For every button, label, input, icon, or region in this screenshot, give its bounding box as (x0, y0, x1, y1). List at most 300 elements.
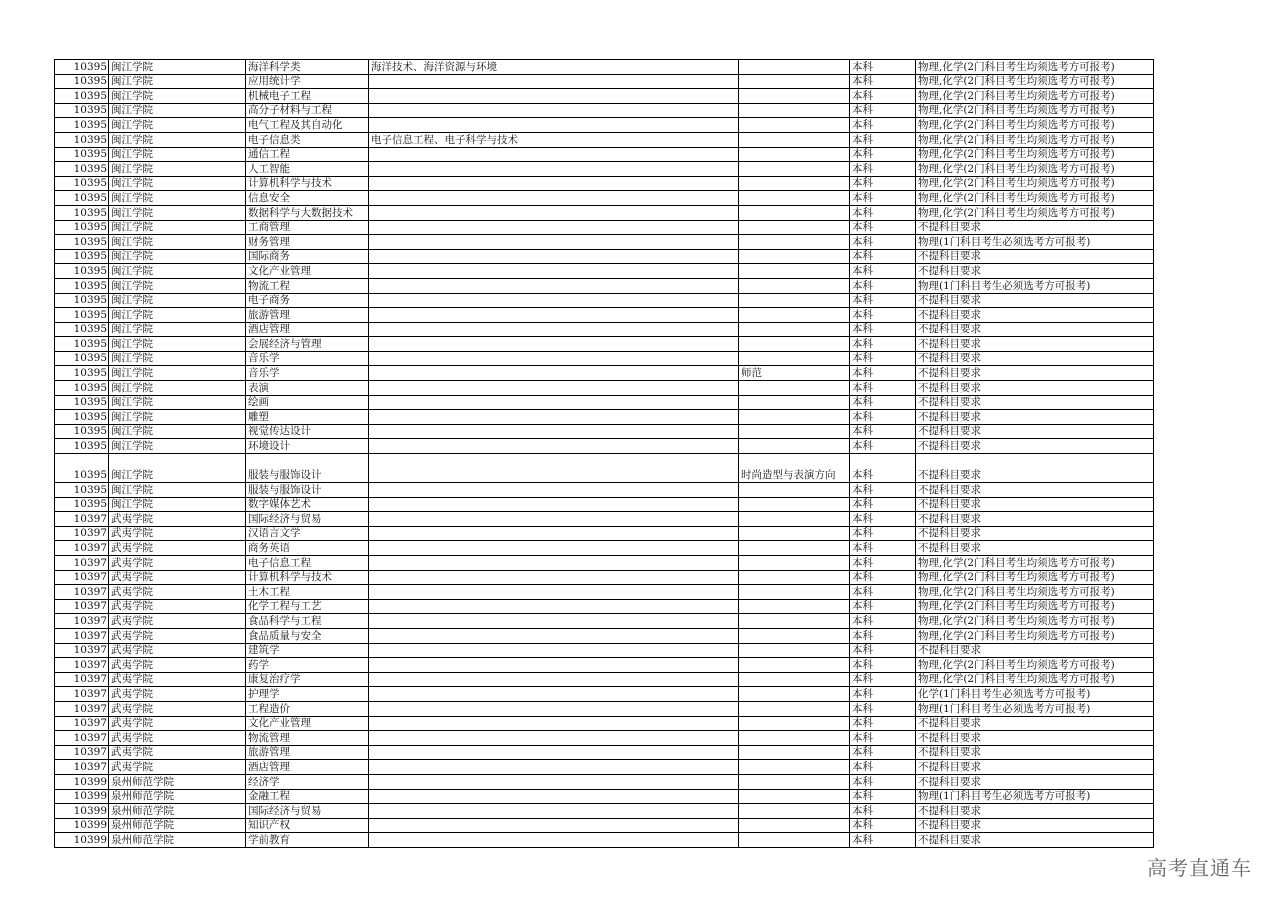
table-row (55, 512, 1154, 527)
note-cell (739, 191, 850, 206)
school-code-cell: 10395 (55, 497, 109, 512)
school-name-cell: 闽江学院 (109, 454, 246, 483)
subject-requirement-cell: 不提科目要求 (916, 760, 1154, 775)
table-row (55, 264, 1154, 279)
subject-requirement-cell: 物理(1门科目考生必须选考方可报考) (916, 278, 1154, 293)
major-cell: 环境设计 (246, 439, 369, 454)
subject-requirement-cell: 不提科目要求 (916, 351, 1154, 366)
note-cell (739, 410, 850, 425)
table-row (55, 366, 1154, 381)
table-row (55, 556, 1154, 571)
school-name-cell: 闽江学院 (109, 439, 246, 454)
note-cell (739, 308, 850, 323)
major-cell: 数据科学与大数据技术 (246, 205, 369, 220)
subject-requirement-cell: 不提科目要求 (916, 322, 1154, 337)
table-row (55, 381, 1154, 396)
major-cell: 工商管理 (246, 220, 369, 235)
includes-cell (369, 614, 739, 629)
school-code-cell: 10399 (55, 804, 109, 819)
subject-requirement-cell: 不提科目要求 (916, 833, 1154, 848)
level-cell: 本科 (850, 235, 916, 250)
table-row (55, 599, 1154, 614)
note-cell (739, 818, 850, 833)
major-cell: 汉语言文学 (246, 526, 369, 541)
school-code-cell: 10395 (55, 454, 109, 483)
subject-requirement-cell: 物理,化学(2门科目考生均须选考方可报考) (916, 60, 1154, 75)
level-cell: 本科 (850, 162, 916, 177)
table-row (55, 833, 1154, 848)
requirements-table (54, 59, 1154, 848)
school-name-cell: 武夷学院 (109, 526, 246, 541)
includes-cell (369, 410, 739, 425)
school-name-cell: 闽江学院 (109, 191, 246, 206)
school-name-cell: 闽江学院 (109, 74, 246, 89)
note-cell (739, 833, 850, 848)
school-code-cell: 10397 (55, 701, 109, 716)
includes-cell (369, 308, 739, 323)
school-code-cell: 10395 (55, 103, 109, 118)
includes-cell (369, 118, 739, 133)
table-row (55, 643, 1154, 658)
school-name-cell: 闽江学院 (109, 103, 246, 118)
includes-cell (369, 731, 739, 746)
subject-requirement-cell: 不提科目要求 (916, 731, 1154, 746)
level-cell: 本科 (850, 658, 916, 673)
school-code-cell: 10395 (55, 220, 109, 235)
includes-cell (369, 249, 739, 264)
subject-requirement-cell: 物理,化学(2门科目考生均须选考方可报考) (916, 614, 1154, 629)
school-name-cell: 闽江学院 (109, 118, 246, 133)
school-name-cell: 闽江学院 (109, 351, 246, 366)
table-row (55, 760, 1154, 775)
level-cell: 本科 (850, 585, 916, 600)
note-cell (739, 716, 850, 731)
subject-requirement-cell: 物理,化学(2门科目考生均须选考方可报考) (916, 162, 1154, 177)
table-row (55, 483, 1154, 498)
level-cell: 本科 (850, 205, 916, 220)
school-name-cell: 武夷学院 (109, 716, 246, 731)
table-row (55, 628, 1154, 643)
includes-cell: 电子信息工程、电子科学与技术 (369, 132, 739, 147)
school-code-cell: 10395 (55, 293, 109, 308)
major-cell: 建筑学 (246, 643, 369, 658)
note-cell (739, 658, 850, 673)
school-code-cell: 10397 (55, 716, 109, 731)
subject-requirement-cell: 物理,化学(2门科目考生均须选考方可报考) (916, 658, 1154, 673)
school-code-cell: 10397 (55, 556, 109, 571)
includes-cell (369, 293, 739, 308)
table-row (55, 176, 1154, 191)
includes-cell (369, 191, 739, 206)
includes-cell (369, 833, 739, 848)
subject-requirement-cell: 不提科目要求 (916, 512, 1154, 527)
includes-cell (369, 74, 739, 89)
school-name-cell: 泉州师范学院 (109, 818, 246, 833)
level-cell: 本科 (850, 483, 916, 498)
note-cell (739, 585, 850, 600)
note-cell: 时尚造型与表演方向 (739, 454, 850, 483)
table-row (55, 541, 1154, 556)
subject-requirement-cell: 不提科目要求 (916, 483, 1154, 498)
includes-cell (369, 205, 739, 220)
note-cell (739, 381, 850, 396)
subject-requirement-cell: 不提科目要求 (916, 308, 1154, 323)
table-row (55, 308, 1154, 323)
subject-requirement-cell: 不提科目要求 (916, 526, 1154, 541)
includes-cell (369, 512, 739, 527)
note-cell (739, 599, 850, 614)
table-row (55, 731, 1154, 746)
school-name-cell: 武夷学院 (109, 512, 246, 527)
school-code-cell: 10395 (55, 162, 109, 177)
level-cell: 本科 (850, 701, 916, 716)
major-cell: 土木工程 (246, 585, 369, 600)
includes-cell (369, 351, 739, 366)
subject-requirement-cell: 不提科目要求 (916, 337, 1154, 352)
note-cell (739, 278, 850, 293)
includes-cell (369, 687, 739, 702)
table-row (55, 410, 1154, 425)
level-cell: 本科 (850, 818, 916, 833)
school-name-cell: 闽江学院 (109, 205, 246, 220)
level-cell: 本科 (850, 308, 916, 323)
school-name-cell: 闽江学院 (109, 278, 246, 293)
includes-cell (369, 337, 739, 352)
major-cell: 通信工程 (246, 147, 369, 162)
level-cell: 本科 (850, 74, 916, 89)
school-name-cell: 闽江学院 (109, 147, 246, 162)
note-cell (739, 439, 850, 454)
table-row (55, 162, 1154, 177)
major-cell: 服装与服饰设计 (246, 454, 369, 483)
subject-requirement-cell: 不提科目要求 (916, 643, 1154, 658)
includes-cell (369, 162, 739, 177)
school-code-cell: 10395 (55, 264, 109, 279)
major-cell: 会展经济与管理 (246, 337, 369, 352)
school-name-cell: 闽江学院 (109, 293, 246, 308)
school-code-cell: 10395 (55, 132, 109, 147)
level-cell: 本科 (850, 293, 916, 308)
school-name-cell: 武夷学院 (109, 760, 246, 775)
subject-requirement-cell: 物理,化学(2门科目考生均须选考方可报考) (916, 599, 1154, 614)
school-code-cell: 10395 (55, 147, 109, 162)
subject-requirement-cell: 不提科目要求 (916, 381, 1154, 396)
school-name-cell: 武夷学院 (109, 541, 246, 556)
table-row (55, 89, 1154, 104)
table-row (55, 249, 1154, 264)
note-cell (739, 804, 850, 819)
note-cell (739, 570, 850, 585)
school-name-cell: 武夷学院 (109, 687, 246, 702)
level-cell: 本科 (850, 570, 916, 585)
school-name-cell: 闽江学院 (109, 308, 246, 323)
school-code-cell: 10395 (55, 205, 109, 220)
includes-cell (369, 176, 739, 191)
level-cell: 本科 (850, 439, 916, 454)
major-cell: 商务英语 (246, 541, 369, 556)
school-name-cell: 泉州师范学院 (109, 833, 246, 848)
includes-cell (369, 628, 739, 643)
school-name-cell: 武夷学院 (109, 570, 246, 585)
school-code-cell: 10397 (55, 570, 109, 585)
note-cell (739, 74, 850, 89)
major-cell: 旅游管理 (246, 308, 369, 323)
includes-cell (369, 454, 739, 483)
note-cell (739, 483, 850, 498)
subject-requirement-cell: 不提科目要求 (916, 454, 1154, 483)
table-row (55, 147, 1154, 162)
major-cell: 数字媒体艺术 (246, 497, 369, 512)
note-cell (739, 760, 850, 775)
school-code-cell: 10397 (55, 585, 109, 600)
table-row (55, 804, 1154, 819)
note-cell (739, 322, 850, 337)
school-code-cell: 10395 (55, 483, 109, 498)
major-cell: 食品科学与工程 (246, 614, 369, 629)
subject-requirement-cell: 物理(1门科目考生必须选考方可报考) (916, 701, 1154, 716)
subject-requirement-cell: 不提科目要求 (916, 818, 1154, 833)
note-cell (739, 556, 850, 571)
school-code-cell: 10399 (55, 789, 109, 804)
level-cell: 本科 (850, 351, 916, 366)
school-name-cell: 闽江学院 (109, 424, 246, 439)
includes-cell (369, 789, 739, 804)
includes-cell (369, 278, 739, 293)
table-row (55, 191, 1154, 206)
table-row (55, 658, 1154, 673)
table-row (55, 789, 1154, 804)
table-row (55, 351, 1154, 366)
includes-cell (369, 599, 739, 614)
level-cell: 本科 (850, 176, 916, 191)
level-cell: 本科 (850, 381, 916, 396)
major-cell: 电子商务 (246, 293, 369, 308)
school-name-cell: 闽江学院 (109, 483, 246, 498)
table-row (55, 570, 1154, 585)
includes-cell (369, 424, 739, 439)
subject-requirement-cell: 不提科目要求 (916, 220, 1154, 235)
school-code-cell: 10395 (55, 118, 109, 133)
school-code-cell: 10397 (55, 614, 109, 629)
school-name-cell: 闽江学院 (109, 60, 246, 75)
includes-cell (369, 658, 739, 673)
school-name-cell: 闽江学院 (109, 366, 246, 381)
school-code-cell: 10397 (55, 731, 109, 746)
school-name-cell: 闽江学院 (109, 249, 246, 264)
major-cell: 工程造价 (246, 701, 369, 716)
subject-requirement-cell: 不提科目要求 (916, 249, 1154, 264)
note-cell (739, 89, 850, 104)
school-code-cell: 10395 (55, 235, 109, 250)
subject-requirement-cell: 物理,化学(2门科目考生均须选考方可报考) (916, 628, 1154, 643)
note-cell (739, 60, 850, 75)
major-cell: 金融工程 (246, 789, 369, 804)
school-code-cell: 10395 (55, 395, 109, 410)
subject-requirement-cell: 物理,化学(2门科目考生均须选考方可报考) (916, 132, 1154, 147)
table-row (55, 322, 1154, 337)
includes-cell (369, 745, 739, 760)
major-cell: 国际商务 (246, 249, 369, 264)
level-cell: 本科 (850, 264, 916, 279)
school-name-cell: 武夷学院 (109, 599, 246, 614)
includes-cell (369, 541, 739, 556)
school-code-cell: 10395 (55, 278, 109, 293)
major-cell: 学前教育 (246, 833, 369, 848)
school-code-cell: 10397 (55, 672, 109, 687)
includes-cell (369, 774, 739, 789)
school-name-cell: 闽江学院 (109, 176, 246, 191)
level-cell: 本科 (850, 147, 916, 162)
level-cell: 本科 (850, 526, 916, 541)
subject-requirement-cell: 物理,化学(2门科目考生均须选考方可报考) (916, 147, 1154, 162)
school-name-cell: 闽江学院 (109, 264, 246, 279)
school-name-cell: 泉州师范学院 (109, 774, 246, 789)
includes-cell (369, 366, 739, 381)
level-cell: 本科 (850, 337, 916, 352)
note-cell (739, 337, 850, 352)
school-name-cell: 闽江学院 (109, 497, 246, 512)
table-row (55, 424, 1154, 439)
note-cell (739, 789, 850, 804)
school-name-cell: 武夷学院 (109, 628, 246, 643)
major-cell: 护理学 (246, 687, 369, 702)
school-code-cell: 10395 (55, 74, 109, 89)
school-code-cell: 10397 (55, 658, 109, 673)
includes-cell (369, 672, 739, 687)
table-row (55, 132, 1154, 147)
watermark: 高考直通车 (1147, 856, 1252, 880)
level-cell: 本科 (850, 731, 916, 746)
note-cell (739, 351, 850, 366)
table-row (55, 74, 1154, 89)
major-cell: 经济学 (246, 774, 369, 789)
major-cell: 服装与服饰设计 (246, 483, 369, 498)
school-name-cell: 泉州师范学院 (109, 789, 246, 804)
table-row (55, 293, 1154, 308)
school-name-cell: 闽江学院 (109, 410, 246, 425)
school-name-cell: 武夷学院 (109, 701, 246, 716)
level-cell: 本科 (850, 789, 916, 804)
includes-cell (369, 264, 739, 279)
note-cell (739, 235, 850, 250)
table-row (55, 672, 1154, 687)
table-row (55, 235, 1154, 250)
includes-cell (369, 483, 739, 498)
school-name-cell: 武夷学院 (109, 556, 246, 571)
subject-requirement-cell: 物理,化学(2门科目考生均须选考方可报考) (916, 74, 1154, 89)
level-cell: 本科 (850, 599, 916, 614)
level-cell: 本科 (850, 410, 916, 425)
level-cell: 本科 (850, 220, 916, 235)
level-cell: 本科 (850, 118, 916, 133)
note-cell (739, 643, 850, 658)
note-cell (739, 512, 850, 527)
school-code-cell: 10395 (55, 308, 109, 323)
school-name-cell: 武夷学院 (109, 614, 246, 629)
note-cell (739, 424, 850, 439)
school-name-cell: 闽江学院 (109, 381, 246, 396)
school-code-cell: 10397 (55, 643, 109, 658)
includes-cell: 海洋技术、海洋资源与环境 (369, 60, 739, 75)
level-cell: 本科 (850, 716, 916, 731)
school-code-cell: 10395 (55, 439, 109, 454)
school-code-cell: 10399 (55, 833, 109, 848)
includes-cell (369, 526, 739, 541)
school-name-cell: 武夷学院 (109, 585, 246, 600)
note-cell (739, 293, 850, 308)
table-row (55, 716, 1154, 731)
table-row (55, 526, 1154, 541)
school-name-cell: 武夷学院 (109, 745, 246, 760)
subject-requirement-cell: 不提科目要求 (916, 410, 1154, 425)
includes-cell (369, 585, 739, 600)
subject-requirement-cell: 物理,化学(2门科目考生均须选考方可报考) (916, 585, 1154, 600)
includes-cell (369, 89, 739, 104)
note-cell (739, 701, 850, 716)
major-cell: 应用统计学 (246, 74, 369, 89)
major-cell: 人工智能 (246, 162, 369, 177)
major-cell: 计算机科学与技术 (246, 176, 369, 191)
table-row (55, 774, 1154, 789)
school-name-cell: 武夷学院 (109, 658, 246, 673)
includes-cell (369, 235, 739, 250)
includes-cell (369, 716, 739, 731)
subject-requirement-cell: 物理,化学(2门科目考生均须选考方可报考) (916, 89, 1154, 104)
note-cell (739, 745, 850, 760)
note-cell (739, 205, 850, 220)
level-cell: 本科 (850, 454, 916, 483)
major-cell: 表演 (246, 381, 369, 396)
table-row (55, 497, 1154, 512)
school-code-cell: 10397 (55, 526, 109, 541)
school-name-cell: 闽江学院 (109, 235, 246, 250)
subject-requirement-cell: 物理(1门科目考生必须选考方可报考) (916, 235, 1154, 250)
note-cell (739, 162, 850, 177)
level-cell: 本科 (850, 103, 916, 118)
major-cell: 物流工程 (246, 278, 369, 293)
level-cell: 本科 (850, 395, 916, 410)
table-row (55, 614, 1154, 629)
school-code-cell: 10397 (55, 745, 109, 760)
major-cell: 高分子材料与工程 (246, 103, 369, 118)
school-code-cell: 10395 (55, 176, 109, 191)
table-row (55, 585, 1154, 600)
major-cell: 文化产业管理 (246, 716, 369, 731)
level-cell: 本科 (850, 541, 916, 556)
includes-cell (369, 643, 739, 658)
school-name-cell: 泉州师范学院 (109, 804, 246, 819)
table-row (55, 687, 1154, 702)
table-row (55, 454, 1154, 483)
includes-cell (369, 760, 739, 775)
note-cell (739, 249, 850, 264)
note-cell (739, 614, 850, 629)
table-row (55, 60, 1154, 75)
subject-requirement-cell: 不提科目要求 (916, 745, 1154, 760)
subject-requirement-cell: 不提科目要求 (916, 541, 1154, 556)
subject-requirement-cell: 不提科目要求 (916, 804, 1154, 819)
note-cell (739, 731, 850, 746)
major-cell: 化学工程与工艺 (246, 599, 369, 614)
subject-requirement-cell: 物理(1门科目考生必须选考方可报考) (916, 789, 1154, 804)
school-code-cell: 10395 (55, 89, 109, 104)
includes-cell (369, 220, 739, 235)
level-cell: 本科 (850, 278, 916, 293)
school-name-cell: 武夷学院 (109, 672, 246, 687)
includes-cell (369, 818, 739, 833)
level-cell: 本科 (850, 774, 916, 789)
major-cell: 药学 (246, 658, 369, 673)
